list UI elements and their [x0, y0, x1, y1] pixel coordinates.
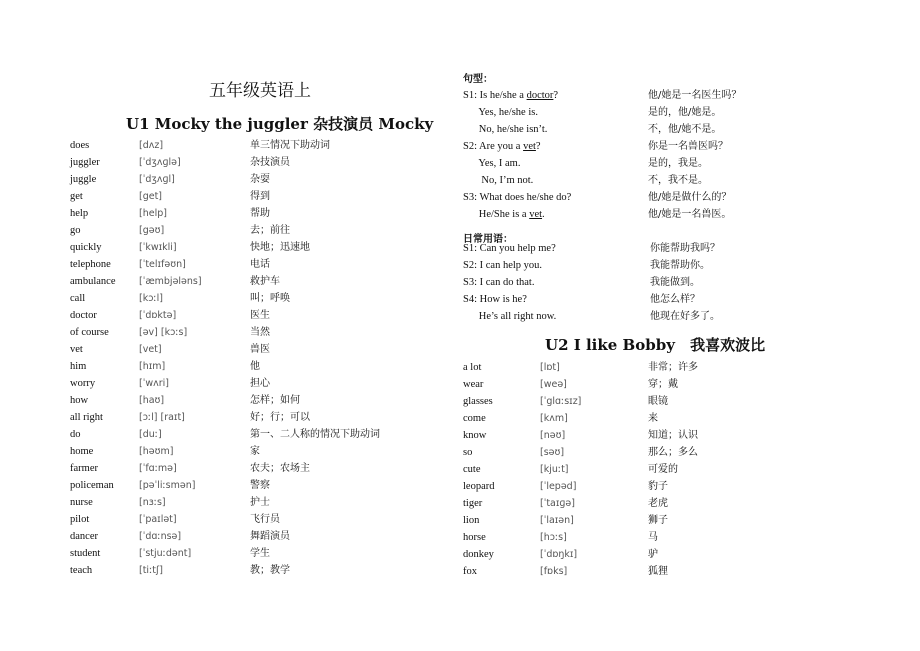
daily-english: S2: I can help you.	[463, 260, 543, 271]
sentence-english	[463, 189, 571, 206]
word-english: dancer	[70, 531, 98, 542]
word-english: fox	[463, 566, 477, 577]
word-phonetic: [ˈdʒʌɡlə]	[139, 157, 181, 168]
word-chinese: 救护车	[250, 276, 280, 287]
word-phonetic: [ˈpaɪlət]	[139, 514, 177, 525]
vocab-row	[0, 512, 920, 529]
word-chinese: 单三情况下助动词	[250, 140, 330, 151]
sentence-chinese: 他/她是做什么的？	[648, 192, 732, 203]
word-phonetic: [tiːtʃ]	[139, 565, 163, 576]
sentence-row	[0, 189, 920, 206]
word-phonetic: [kjuːt]	[540, 464, 569, 475]
word-chinese: 来	[648, 413, 658, 424]
daily-row	[0, 257, 920, 274]
word-chinese: 快地；迅速地	[250, 242, 310, 253]
word-english: call	[70, 293, 86, 304]
word-english: juggle	[70, 174, 97, 185]
vocab-row	[0, 478, 920, 495]
unit2-title-zh: 我喜欢波比	[690, 336, 766, 354]
word-phonetic: [ˈfɑːmə]	[139, 463, 177, 474]
word-english: glasses	[463, 396, 493, 407]
daily-row	[0, 274, 920, 291]
sentence-english	[463, 172, 533, 189]
word-chinese: 驴	[648, 549, 658, 560]
vocab-row	[0, 563, 920, 580]
daily-chinese: 你能帮助我吗？	[650, 243, 720, 254]
vocab-row	[0, 341, 460, 358]
word-phonetic: [ˈdɒktə]	[139, 310, 177, 321]
word-chinese: 好；行；可以	[250, 412, 310, 423]
word-english: wear	[463, 379, 484, 390]
word-phonetic: [help]	[139, 208, 167, 219]
word-chinese: 狮子	[648, 515, 668, 526]
word-phonetic: [fɒks]	[540, 566, 568, 577]
word-english: home	[70, 446, 94, 457]
word-english: worry	[70, 378, 96, 389]
unit1-title-en: U1 Mocky the juggler	[126, 115, 308, 133]
word-chinese: 那么；多么	[648, 447, 698, 458]
daily-english: S3: I can do that.	[463, 277, 535, 288]
word-phonetic: [ˈwʌri]	[139, 378, 169, 389]
word-chinese: 叫；呼唤	[250, 293, 290, 304]
daily-english: S1: Can you help me?	[463, 243, 556, 254]
sentence-text: He/She is a	[463, 209, 530, 220]
word-chinese: 杂技演员	[250, 157, 290, 168]
sentence-english	[463, 121, 547, 138]
sentence-text: Yes, I am.	[463, 158, 521, 169]
word-phonetic: [dʌz]	[139, 140, 164, 151]
word-english: know	[463, 430, 487, 441]
word-chinese: 马	[648, 532, 658, 543]
sentence-text: No, he/she isn’t.	[463, 124, 548, 135]
word-english: go	[70, 225, 81, 236]
sentence-text: No, I’m not.	[463, 175, 534, 186]
daily-chinese: 他现在好多了。	[650, 311, 720, 322]
daily-chinese: 我能帮助你。	[650, 260, 710, 271]
sentence-chinese: 是的，他/她是。	[648, 107, 722, 118]
word-chinese: 怎样；如何	[250, 395, 300, 406]
daily-chinese: 我能做到。	[650, 277, 700, 288]
sentence-english	[463, 155, 520, 172]
word-english: lion	[463, 515, 480, 526]
word-english: leopard	[463, 481, 495, 492]
word-chinese: 舞蹈演员	[250, 531, 290, 542]
sentence-chinese: 不，他/她不是。	[648, 124, 722, 135]
sentence-text: S3: What does he/she do?	[463, 192, 572, 203]
sentence-english	[463, 104, 538, 121]
sentence-text: S2: Are you a	[463, 141, 524, 152]
sentence-english	[463, 138, 541, 155]
daily-chinese: 他怎么样？	[650, 294, 700, 305]
daily-row	[0, 240, 920, 257]
word-english: telephone	[70, 259, 111, 270]
word-phonetic: [ˈdʒʌɡl]	[139, 174, 175, 185]
sentence-row	[0, 138, 920, 155]
word-english: cute	[463, 464, 481, 475]
word-english: quickly	[70, 242, 102, 253]
word-chinese: 得到	[250, 191, 270, 202]
word-english: a lot	[463, 362, 482, 373]
word-phonetic: [hɪm]	[139, 361, 166, 372]
word-english: of course	[70, 327, 109, 338]
vocab-row	[0, 495, 920, 512]
word-phonetic: [səʊ]	[540, 447, 565, 458]
vocab-row	[0, 324, 460, 341]
word-chinese: 可爱的	[648, 464, 678, 475]
word-english: so	[463, 447, 473, 458]
sentence-keyword: doctor	[526, 90, 554, 101]
sentence-punct: .	[542, 209, 545, 220]
vocab-row	[0, 359, 920, 376]
word-phonetic: [ˈkwɪkli]	[139, 242, 177, 253]
word-phonetic: [duː]	[139, 429, 162, 440]
word-english: tiger	[463, 498, 483, 509]
word-phonetic: [weə]	[540, 379, 567, 390]
sentence-chinese: 不，我不是。	[648, 175, 708, 186]
word-english: donkey	[463, 549, 494, 560]
word-phonetic: [nəʊ]	[540, 430, 566, 441]
unit1-title-zh: 杂技演员	[313, 115, 374, 133]
unit1-title-tail: Mocky	[378, 115, 434, 133]
word-phonetic: [lɒt]	[540, 362, 560, 373]
daily-expressions-heading: 日常用语：	[463, 234, 513, 245]
word-phonetic: [haʊ]	[139, 395, 165, 406]
word-chinese: 学生	[250, 548, 270, 559]
sentence-keyword: vet	[523, 141, 536, 152]
vocab-row	[0, 393, 920, 410]
sentence-english	[463, 87, 558, 104]
sentence-row	[0, 121, 920, 138]
word-chinese: 豹子	[648, 481, 668, 492]
word-chinese: 当然	[250, 327, 270, 338]
sentence-punct: ?	[553, 90, 559, 101]
sentence-punct: ?	[535, 141, 541, 152]
word-chinese: 狐狸	[648, 566, 668, 577]
word-phonetic: [həʊm]	[139, 446, 174, 457]
daily-english: He’s all right now.	[463, 311, 557, 322]
word-chinese: 第一、二人称的情况下助动词	[250, 429, 380, 440]
sentence-chinese: 是的，我是。	[648, 158, 708, 169]
word-chinese: 他	[250, 361, 260, 372]
word-chinese: 去；前往	[250, 225, 290, 236]
word-chinese: 兽医	[250, 344, 270, 355]
word-phonetic: [vet]	[139, 344, 162, 355]
sentence-chinese: 他/她是一名兽医。	[648, 209, 732, 220]
word-phonetic: [pəˈliːsmən]	[139, 480, 196, 491]
word-phonetic: [ˈglɑːsɪz]	[540, 396, 582, 407]
sentence-chinese: 他/她是一名医生吗？	[648, 90, 742, 101]
word-english: help	[70, 208, 89, 219]
daily-row	[0, 291, 920, 308]
word-english: farmer	[70, 463, 98, 474]
sentence-row	[0, 104, 920, 121]
sentence-pattern-heading: 句型：	[463, 74, 493, 85]
word-phonetic: [nɜːs]	[139, 497, 166, 508]
daily-english: S4: How is he?	[463, 294, 527, 305]
vocab-row	[0, 427, 920, 444]
word-english: do	[70, 429, 81, 440]
vocab-row	[0, 410, 920, 427]
word-english: all right	[70, 412, 103, 423]
word-chinese: 老虎	[648, 498, 668, 509]
word-english: get	[70, 191, 83, 202]
word-english: juggler	[70, 157, 100, 168]
page-title: 五年级英语上	[209, 81, 311, 101]
word-chinese: 警察	[250, 480, 270, 491]
word-phonetic: [ˈtelɪfəʊn]	[139, 259, 186, 270]
daily-row	[0, 308, 920, 325]
word-chinese: 教；教学	[250, 565, 290, 576]
word-phonetic: [hɔːs]	[540, 532, 567, 543]
word-english: doctor	[70, 310, 97, 321]
vocab-row	[0, 222, 460, 239]
word-phonetic: [ˈdɒŋkɪ]	[540, 549, 578, 560]
word-english: does	[70, 140, 90, 151]
word-chinese: 担心	[250, 378, 270, 389]
sentence-row	[0, 155, 920, 172]
sentence-keyword: vet	[529, 209, 543, 220]
word-phonetic: [ɔːl] [raɪt]	[139, 412, 185, 423]
word-english: pilot	[70, 514, 90, 525]
unit2-title	[545, 334, 765, 355]
word-phonetic: [ˈstjuːdənt]	[139, 548, 192, 559]
word-chinese: 非常；许多	[648, 362, 698, 373]
word-phonetic: [ˈlepəd]	[540, 481, 577, 492]
unit2-title-en: U2 I like Bobby	[545, 336, 675, 354]
sentence-row	[0, 87, 920, 104]
word-phonetic: [get]	[139, 191, 163, 202]
word-chinese: 医生	[250, 310, 270, 321]
word-english: teach	[70, 565, 93, 576]
sentence-text: Yes, he/she is.	[463, 107, 538, 118]
word-chinese: 家	[250, 446, 260, 457]
vocab-row	[0, 461, 920, 478]
word-english: horse	[463, 532, 486, 543]
word-chinese: 穿；戴	[648, 379, 678, 390]
word-english: him	[70, 361, 87, 372]
word-chinese: 知道；认识	[648, 430, 698, 441]
vocab-row	[0, 546, 920, 563]
word-phonetic: [kɔːl]	[139, 293, 163, 304]
sentence-row	[0, 206, 920, 223]
word-chinese: 杂耍	[250, 174, 270, 185]
sentence-chinese: 你是一名兽医吗？	[648, 141, 728, 152]
word-english: how	[70, 395, 89, 406]
word-english: policeman	[70, 480, 114, 491]
vocab-row	[0, 444, 920, 461]
vocab-row	[0, 529, 920, 546]
sentence-text: S1: Is he/she a	[463, 90, 527, 101]
word-english: nurse	[70, 497, 93, 508]
word-phonetic: [ˈdɑːnsə]	[139, 531, 182, 542]
word-chinese: 眼镜	[648, 396, 668, 407]
word-phonetic: [gəʊ]	[139, 225, 165, 236]
word-chinese: 电话	[250, 259, 270, 270]
word-phonetic: [ˈtaɪɡə]	[540, 498, 575, 509]
word-phonetic: [ˈæmbjələns]	[139, 276, 202, 287]
vocab-row	[0, 376, 920, 393]
word-english: vet	[70, 344, 83, 355]
sentence-english	[463, 206, 545, 223]
word-chinese: 帮助	[250, 208, 270, 219]
word-chinese: 农夫；农场主	[250, 463, 310, 474]
word-chinese: 护士	[250, 497, 270, 508]
word-chinese: 飞行员	[250, 514, 280, 525]
word-phonetic: [ˈlaɪən]	[540, 515, 574, 526]
word-phonetic: [əv] [kɔːs]	[139, 327, 188, 338]
word-english: come	[463, 413, 486, 424]
word-english: student	[70, 548, 101, 559]
word-phonetic: [kʌm]	[540, 413, 568, 424]
sentence-row	[0, 172, 920, 189]
word-english: ambulance	[70, 276, 116, 287]
